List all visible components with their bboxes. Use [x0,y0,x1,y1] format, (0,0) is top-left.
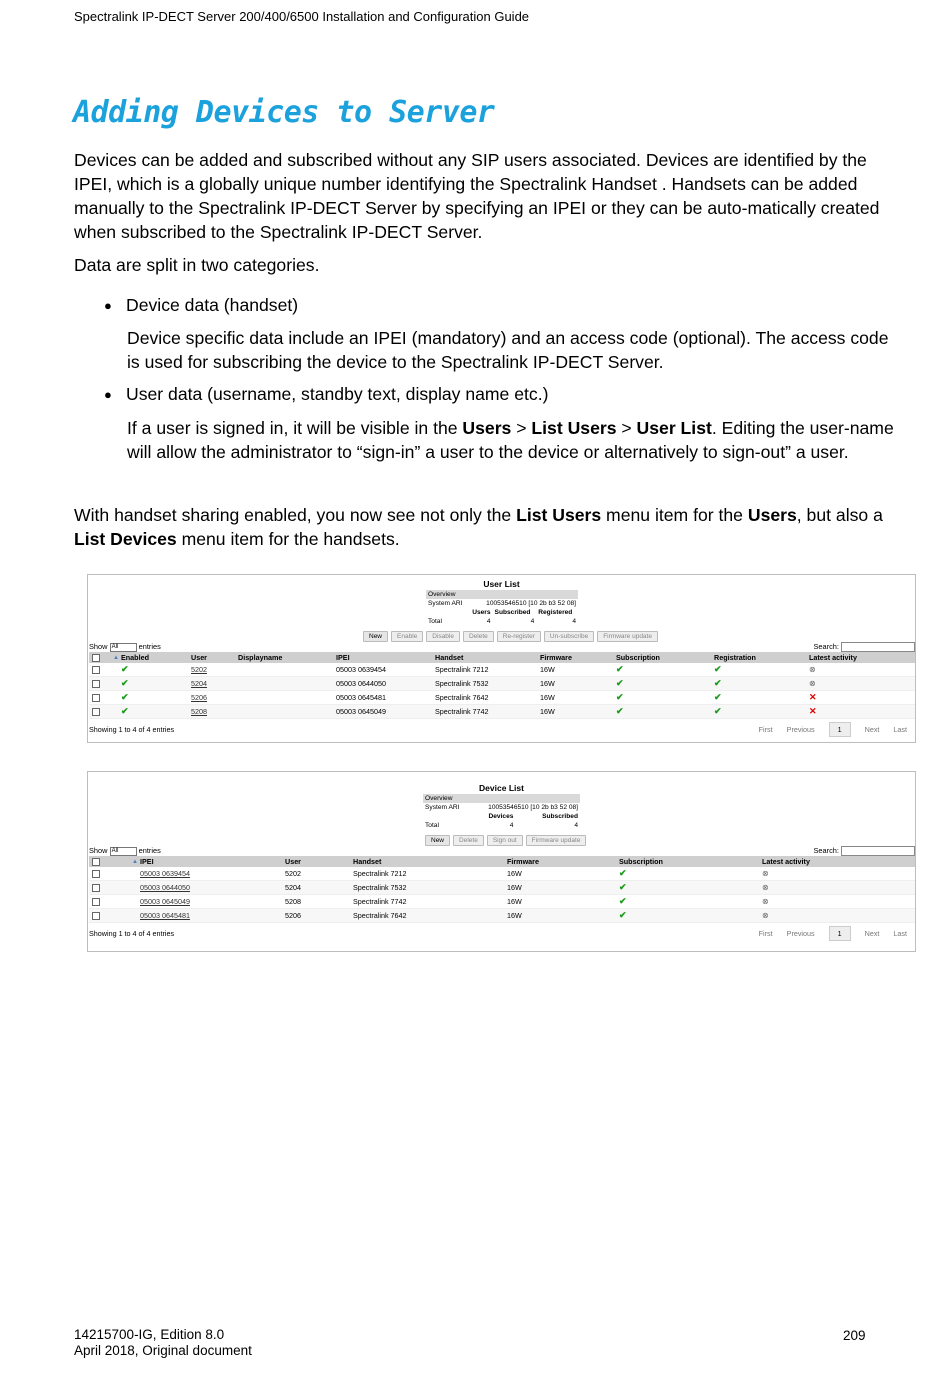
row-checkbox-cell [89,909,124,923]
ipei-cell-text: 05003 0645481 [336,693,386,702]
user-link-text[interactable]: 5202 [191,665,207,674]
bullet-label: Device data (handset) [126,295,299,315]
registration-check-icon: ✔ [714,706,722,716]
ipei-link-text[interactable]: 05003 0645049 [140,897,190,906]
row-checkbox-cell [89,705,107,719]
registration-check-icon: ✔ [714,692,722,702]
closing-paragraph: With handset sharing enabled, you now see not only the List Users menu item for the Users, but also a List Devices menu item for the handsets. [74,505,883,549]
delete-button[interactable]: Delete [453,835,484,846]
table-row[interactable] [89,895,915,909]
ipei-link[interactable] [140,909,285,923]
firmware-update-button[interactable]: Firmware update [526,835,587,846]
previous-page-link[interactable]: Previous [786,929,815,938]
displayname-cell [238,705,336,719]
enabled-check-icon: ✔ [121,692,129,702]
user-list-title: User List [483,579,520,589]
page-1-link[interactable]: 1 [829,722,851,737]
spacer-cell [124,909,140,923]
table-row[interactable] [89,677,915,691]
row-checkbox[interactable] [92,870,100,878]
table-row[interactable] [89,705,915,719]
user-list-overview: Overview System ARI 10053546510 [10 2b b3 52 08] Users Subscribed Registered Total 4 4 4 [428,591,576,625]
activity-dot-icon-cell [809,677,915,691]
table-row[interactable] [89,881,915,895]
device-data-description: Device specific data include an IPEI (mandatory) and an access code (optional). The access code is used for subscribing the device to the Spectralink IP-DECT Server. [127,328,889,372]
enabled-check-icon-cell [121,663,191,677]
firmware-cell [540,705,616,719]
firmware-cell [507,881,619,895]
handset-cell-text: Spectralink 7212 [435,665,489,674]
enabled-check-icon: ✔ [121,664,129,674]
handset-cell [435,705,540,719]
user-link[interactable] [191,691,238,705]
handset-cell-text: Spectralink 7532 [435,679,489,688]
user-link-text[interactable]: 5208 [191,707,207,716]
displayname-cell [238,663,336,677]
user-list-toolbar [363,631,658,642]
enabled-check-icon-cell [121,691,191,705]
footer-doc-number: 14215700-IG, Edition 8.0 [74,1327,225,1342]
handset-cell [435,663,540,677]
user-link[interactable] [191,663,238,677]
intro-paragraph: Devices can be added and subscribed without any SIP users associated. Devices are identified by the IPEI, which is a globally unique number identifying the Spectralink Handset . Handsets can be added manually to the Spectralink IP-DECT Server by specifying an IPEI or they can be auto-matically created when subscribed to the Spectralink IP-DECT Server. [74,150,880,242]
enable-button[interactable]: Enable [391,631,423,642]
registration-check-icon: ✔ [714,678,722,688]
footer-doc-info [74,1327,252,1359]
row-checkbox-cell [89,663,107,677]
bullet-icon: ● [104,298,112,314]
select-all-checkbox[interactable] [92,654,100,662]
delete-button[interactable]: Delete [463,631,494,642]
re-register-button[interactable]: Re-register [497,631,541,642]
user-link[interactable] [191,705,238,719]
firmware-cell [540,677,616,691]
bullet-icon: ● [104,387,112,403]
subscription-check-icon-cell [616,677,714,691]
bullet-device-data [104,293,298,318]
previous-page-link[interactable]: Previous [786,725,815,734]
footer-date: April 2018, Original document [74,1343,252,1358]
handset-cell [353,895,507,909]
ipei-link[interactable] [140,895,285,909]
ipei-cell-text: 05003 0644050 [336,679,386,688]
user-cell-text: 5208 [285,897,301,906]
ipei-cell [336,663,435,677]
displayname-cell [238,677,336,691]
col-user[interactable]: User [191,652,238,663]
enabled-check-icon: ✔ [121,706,129,716]
user-cell-text: 5204 [285,883,301,892]
next-page-link[interactable]: Next [864,929,880,938]
search-field: Search: [813,642,915,652]
showing-info: Showing 1 to 4 of 4 entries [89,725,175,734]
spacer-cell [107,663,121,677]
running-header: Spectralink IP-DECT Server 200/400/6500 Installation and Configuration Guide [74,9,530,24]
registration-check-icon-cell [714,691,809,705]
col-enabled[interactable]: Enabled [121,652,191,663]
sort-icon: ▲ [124,856,140,867]
subscription-check-icon: ✔ [619,896,627,906]
registration-check-icon: ✔ [714,664,722,674]
subscription-check-icon-cell [619,867,762,881]
col-ipei[interactable]: IPEI [336,652,435,663]
activity-dot-icon: ⊗ [809,665,816,674]
firmware-cell [540,663,616,677]
enabled-check-icon-cell [121,705,191,719]
page-1-link[interactable]: 1 [829,926,851,941]
spacer-cell [124,895,140,909]
search-field: Search: [813,846,915,856]
subscription-check-icon-cell [616,691,714,705]
user-data-description: If a user is signed in, it will be visible in the Users > List Users > User List. Editing the user-name will allow the administrator to “sign-in” a user to the device or alternatively to sign-out” a user. [127,418,894,462]
col-handset[interactable]: Handset [353,856,507,867]
firmware-cell [507,895,619,909]
device-list-screenshot [87,771,916,952]
user-link-text[interactable]: 5204 [191,679,207,688]
activity-dot-icon-cell [762,909,915,923]
subscription-check-icon-cell [619,909,762,923]
subscription-check-icon: ✔ [616,664,624,674]
row-checkbox[interactable] [92,666,100,674]
col-user[interactable]: User [285,856,353,867]
ipei-link-text[interactable]: 05003 0645481 [140,911,190,920]
new-button[interactable]: New [425,835,450,846]
subscription-check-icon: ✔ [616,692,624,702]
displayname-cell [238,691,336,705]
showing-info: Showing 1 to 4 of 4 entries [89,929,175,938]
row-checkbox[interactable] [92,708,100,716]
pagination [759,722,907,737]
subscription-check-icon-cell [619,895,762,909]
row-checkbox-cell [89,881,124,895]
activity-dot-icon-cell [762,881,915,895]
ipei-cell-text: 05003 0639454 [336,665,386,674]
sort-icon: ▲ [107,652,121,663]
disable-button[interactable]: Disable [426,631,460,642]
col-subscription[interactable]: Subscription [616,652,714,663]
handset-cell [353,867,507,881]
subscription-check-icon: ✔ [616,678,624,688]
spacer-cell [107,691,121,705]
col-firmware[interactable]: Firmware [540,652,616,663]
show-entries: Show All entries [89,642,161,651]
unsubscribe-button[interactable]: Un-subscribe [544,631,594,642]
firmware-cell-text: 16W [507,869,522,878]
row-checkbox[interactable] [92,884,100,892]
spacer-cell [124,867,140,881]
col-registration[interactable]: Registration [714,652,809,663]
user-link-text[interactable]: 5206 [191,693,207,702]
subscription-check-icon: ✔ [619,910,627,920]
firmware-cell-text: 16W [540,707,555,716]
firmware-cell [507,867,619,881]
search-input[interactable] [841,846,915,856]
user-table [89,652,915,719]
activity-dot-icon-cell [809,663,915,677]
spacer-cell [107,677,121,691]
enabled-check-icon-cell [121,677,191,691]
first-page-link[interactable]: First [758,929,773,938]
handset-cell [353,881,507,895]
device-table [89,856,915,923]
firmware-cell-text: 16W [540,679,555,688]
registration-check-icon-cell [714,677,809,691]
row-checkbox[interactable] [92,680,100,688]
ipei-link[interactable] [140,881,285,895]
firmware-cell-text: 16W [540,693,555,702]
user-cell [285,867,353,881]
firmware-cell-text: 16W [507,883,522,892]
handset-cell-text: Spectralink 7642 [435,693,489,702]
ipei-link-text[interactable]: 05003 0639454 [140,869,190,878]
handset-cell-text: Spectralink 7212 [353,869,407,878]
table-row[interactable] [89,663,915,677]
new-button[interactable]: New [363,631,388,642]
subscription-check-icon: ✔ [616,706,624,716]
table-row[interactable] [89,909,915,923]
subscription-check-icon-cell [619,881,762,895]
handset-cell [435,677,540,691]
pagination [759,926,907,941]
user-link[interactable] [191,677,238,691]
sign-out-button[interactable]: Sign out [487,835,523,846]
handset-cell [353,909,507,923]
row-checkbox[interactable] [92,912,100,920]
activity-dot-icon: ⊗ [762,911,769,920]
next-page-link[interactable]: Next [864,725,880,734]
subscription-check-icon: ✔ [619,882,627,892]
row-checkbox[interactable] [92,898,100,906]
show-select[interactable]: All [110,643,137,652]
activity-dot-icon: ⊗ [762,883,769,892]
page-title: Adding Devices to Server [73,95,495,130]
firmware-cell-text: 16W [507,897,522,906]
spacer-cell [107,705,121,719]
col-subscription[interactable]: Subscription [619,856,762,867]
subscription-check-icon-cell [616,663,714,677]
firmware-cell [507,909,619,923]
col-latest-activity[interactable]: Latest activity [762,856,915,867]
table-row[interactable] [89,691,915,705]
user-cell [285,895,353,909]
col-latest-activity[interactable]: Latest activity [809,652,915,663]
activity-dot-icon-cell [762,895,915,909]
row-checkbox-cell [89,677,107,691]
inactive-x-icon-cell [809,705,915,719]
device-list-overview: Overview System ARI 10053546510 [10 2b b3 52 08] Devices Subscribed Total 4 4 [425,795,578,829]
show-select[interactable]: All [110,847,137,856]
activity-dot-icon: ⊗ [762,869,769,878]
firmware-update-button[interactable]: Firmware update [597,631,658,642]
search-input[interactable] [841,642,915,652]
bullet-label: User data (username, standby text, display name etc.) [126,384,549,404]
last-page-link[interactable]: Last [893,725,907,734]
ipei-cell [336,705,435,719]
user-list-screenshot [87,574,916,743]
device-list-title: Device List [479,783,524,793]
row-checkbox-cell [89,691,107,705]
row-checkbox-cell [89,895,124,909]
handset-cell-text: Spectralink 7642 [353,911,407,920]
registration-check-icon-cell [714,705,809,719]
spacer-cell [124,881,140,895]
last-page-link[interactable]: Last [893,929,907,938]
inactive-x-icon: ✕ [809,706,817,716]
handset-cell-text: Spectralink 7532 [353,883,407,892]
col-ipei[interactable]: IPEI [140,856,285,867]
select-all-checkbox[interactable] [92,858,100,866]
page-number: 209 [843,1328,866,1343]
categories-intro: Data are split in two categories. [74,255,320,275]
show-entries: Show All entries [89,846,161,855]
ipei-cell-text: 05003 0645049 [336,707,386,716]
user-cell-text: 5206 [285,911,301,920]
col-displayname[interactable]: Displayname [238,652,336,663]
handset-cell [435,691,540,705]
ipei-link[interactable] [140,867,285,881]
subscription-check-icon-cell [616,705,714,719]
enabled-check-icon: ✔ [121,678,129,688]
firmware-cell-text: 16W [507,911,522,920]
inactive-x-icon-cell [809,691,915,705]
user-cell [285,909,353,923]
ipei-cell [336,691,435,705]
activity-dot-icon: ⊗ [809,679,816,688]
registration-check-icon-cell [714,663,809,677]
table-row[interactable] [89,867,915,881]
device-list-toolbar [425,835,586,846]
subscription-check-icon: ✔ [619,868,627,878]
col-handset[interactable]: Handset [435,652,540,663]
inactive-x-icon: ✕ [809,692,817,702]
ipei-link-text[interactable]: 05003 0644050 [140,883,190,892]
firmware-cell [540,691,616,705]
handset-cell-text: Spectralink 7742 [353,897,407,906]
row-checkbox[interactable] [92,694,100,702]
handset-cell-text: Spectralink 7742 [435,707,489,716]
user-cell [285,881,353,895]
col-firmware[interactable]: Firmware [507,856,619,867]
row-checkbox-cell [89,867,124,881]
activity-dot-icon-cell [762,867,915,881]
ipei-cell [336,677,435,691]
bullet-user-data [104,382,548,407]
user-cell-text: 5202 [285,869,301,878]
first-page-link[interactable]: First [758,725,773,734]
firmware-cell-text: 16W [540,665,555,674]
activity-dot-icon: ⊗ [762,897,769,906]
